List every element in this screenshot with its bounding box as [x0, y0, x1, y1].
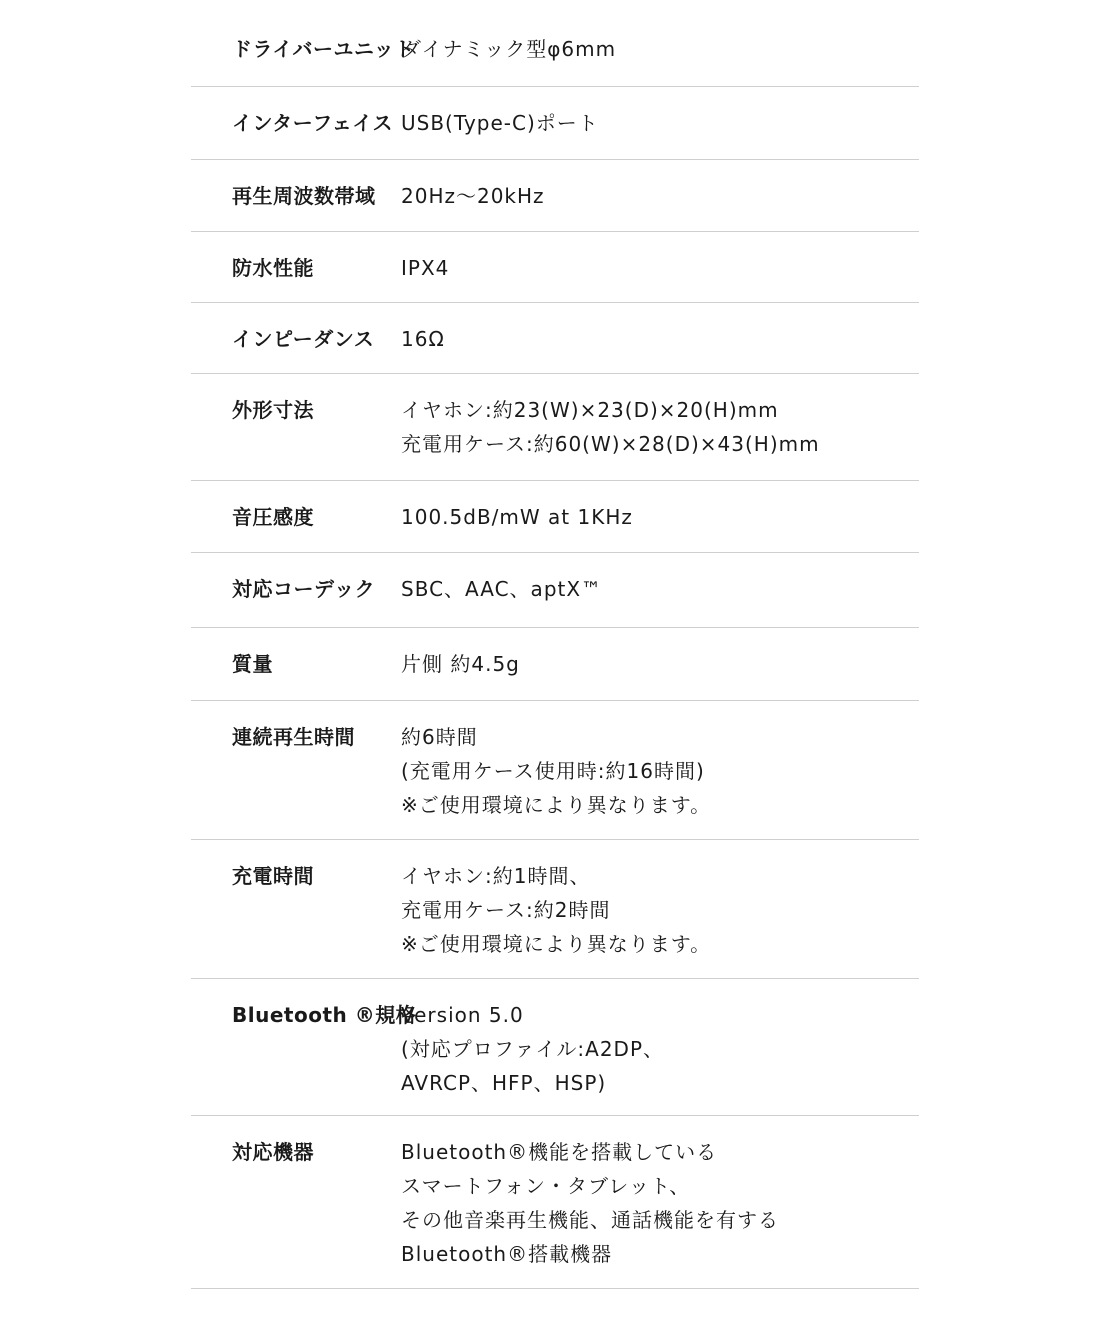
- spec-value-line: USB(Type-C)ポート: [401, 111, 599, 135]
- spec-value-line: 片側 約4.5g: [401, 652, 520, 676]
- spec-value-line: (充電用ケース使用時:約16時間): [401, 759, 705, 783]
- spec-value-line: イヤホン:約23(W)×23(D)×20(H)mm: [401, 398, 779, 422]
- spec-value: [401, 106, 919, 159]
- spec-value-line: Bluetooth®機能を搭載している: [401, 1140, 718, 1164]
- spec-label: 連続再生時間: [232, 725, 355, 749]
- spec-label: Bluetooth ®規格: [232, 1003, 417, 1027]
- spec-label: 対応機器: [232, 1140, 314, 1164]
- spec-row-dimensions: [191, 374, 919, 481]
- spec-value-line: ※ご使用環境により異なります。: [401, 932, 712, 956]
- spec-value-line: ※ご使用環境により異なります。: [401, 793, 712, 817]
- spec-label: 対応コーデック: [232, 577, 376, 601]
- spec-table: [191, 18, 919, 1289]
- spec-label: インピーダンス: [232, 327, 375, 351]
- spec-value-line: 充電用ケース:約60(W)×28(D)×43(H)mm: [401, 432, 820, 456]
- spec-row-playback-time: [191, 701, 919, 840]
- spec-value-line: Bluetooth®搭載機器: [401, 1242, 613, 1266]
- spec-label: 防水性能: [232, 256, 314, 280]
- spec-value-line: 約6時間: [401, 725, 478, 749]
- spec-value: [401, 572, 919, 627]
- spec-row-codec: [191, 553, 919, 628]
- spec-label: ドライバーユニット: [232, 37, 415, 61]
- spec-value: [401, 1135, 919, 1288]
- spec-value-line: スマートフォン・タブレット、: [401, 1174, 691, 1198]
- spec-value-line: (対応プロファイル:A2DP、: [401, 1037, 665, 1061]
- spec-value: [401, 720, 919, 839]
- spec-label: 充電時間: [232, 864, 314, 888]
- spec-label: インターフェイス: [232, 111, 393, 135]
- spec-row-waterproof: [191, 232, 919, 303]
- spec-value: [401, 322, 919, 373]
- spec-value: [401, 251, 919, 302]
- spec-value-line: 16Ω: [401, 327, 445, 351]
- spec-row-impedance: [191, 303, 919, 374]
- spec-value-line: Version 5.0: [401, 1003, 524, 1027]
- spec-value: [401, 500, 919, 552]
- spec-row-interface: [191, 87, 919, 160]
- spec-row-frequency-range: [191, 160, 919, 232]
- spec-value-line: IPX4: [401, 256, 450, 280]
- spec-value-line: 100.5dB/mW at 1KHz: [401, 505, 633, 529]
- spec-value-line: 20Hz〜20kHz: [401, 184, 545, 208]
- spec-label: 外形寸法: [232, 398, 314, 422]
- spec-value: [401, 393, 919, 480]
- spec-value-line: その他音楽再生機能、通話機能を有する: [401, 1208, 779, 1232]
- spec-value: [401, 647, 919, 700]
- spec-row-bluetooth-standard: [191, 979, 919, 1116]
- spec-value-line: ダイナミック型φ6mm: [401, 37, 617, 61]
- spec-value-line: AVRCP、HFP、HSP): [401, 1071, 607, 1095]
- spec-value-line: イヤホン:約1時間、: [401, 864, 591, 888]
- spec-value: [401, 32, 919, 86]
- spec-value-line: 充電用ケース:約2時間: [401, 898, 611, 922]
- spec-value: [401, 859, 919, 978]
- spec-value-line: SBC、AAC、aptX™: [401, 577, 603, 601]
- spec-row-compatible-devices: [191, 1116, 919, 1289]
- spec-value: [401, 179, 919, 231]
- spec-row-sensitivity: [191, 481, 919, 553]
- spec-row-weight: [191, 628, 919, 701]
- spec-row-charging-time: [191, 840, 919, 979]
- spec-label: 質量: [232, 652, 273, 676]
- spec-label: 音圧感度: [232, 505, 314, 529]
- spec-value: [401, 998, 919, 1115]
- spec-label: 再生周波数帯域: [232, 184, 376, 208]
- spec-row-driver-unit: [191, 18, 919, 87]
